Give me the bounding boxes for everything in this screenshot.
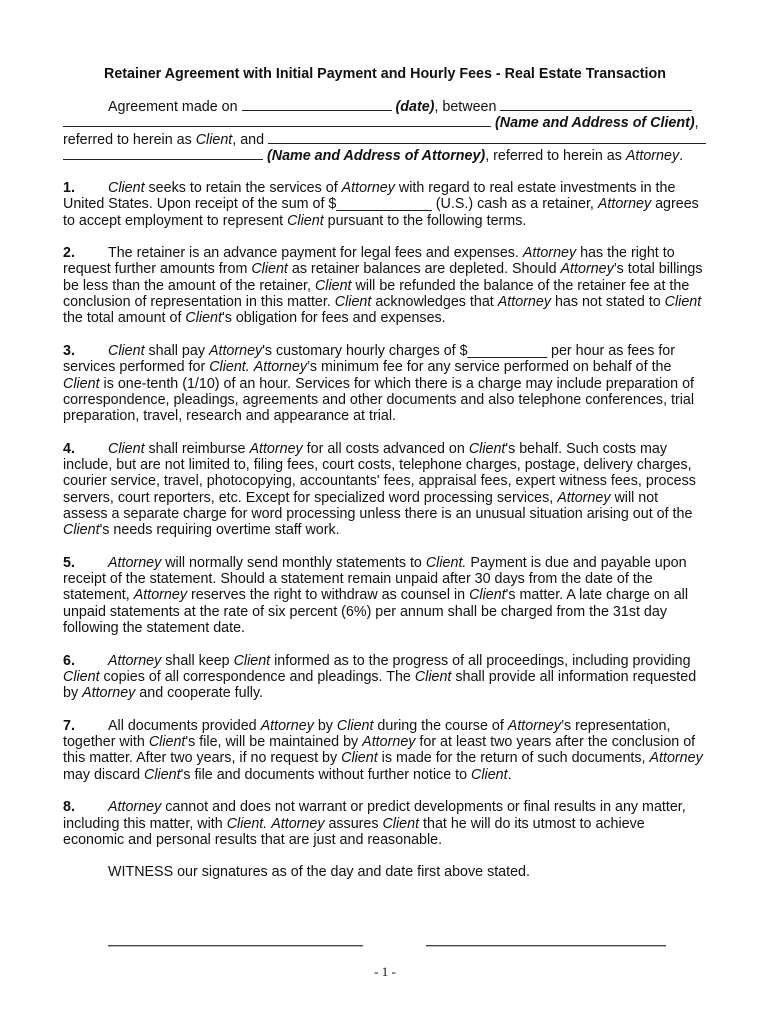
term-paragraph bbox=[63, 653, 705, 702]
term-text: Client bbox=[148, 734, 186, 751]
term-text: Attorney bbox=[260, 717, 314, 734]
intro-text: , and bbox=[232, 131, 265, 148]
term-paragraph bbox=[63, 343, 705, 424]
term-text: by bbox=[313, 717, 337, 734]
term-text: Client bbox=[414, 668, 452, 685]
term-text: Attorney bbox=[560, 261, 614, 278]
term-text: has the right to request further amounts from bbox=[63, 245, 675, 278]
term-text: All documents provided bbox=[108, 717, 261, 734]
term-text: Attorney bbox=[341, 180, 395, 196]
term-number: 2. bbox=[63, 245, 75, 262]
term-number: 8. bbox=[63, 799, 75, 816]
term-text: Client bbox=[468, 440, 506, 457]
witness-text: WITNESS our signatures as of the day and date first above stated. bbox=[108, 864, 530, 881]
date-label: (date) bbox=[395, 99, 435, 115]
term-text: Client bbox=[341, 750, 378, 767]
term-number: 6. bbox=[63, 652, 75, 669]
term-text: Client. bbox=[209, 359, 250, 376]
intro-text: Client bbox=[195, 131, 233, 148]
intro-text: , bbox=[694, 115, 699, 132]
term-text: for at least two years after the conclusion of this matter. After two years, if no request by bbox=[63, 734, 696, 767]
page-number: - 1 - bbox=[374, 964, 396, 979]
term-text: Client bbox=[664, 294, 702, 311]
term-text: copies of all correspondence and pleadings. The bbox=[99, 668, 415, 685]
term-text: The retainer is an advance payment for legal fees and expenses. bbox=[108, 245, 523, 262]
term-text: that he will do its utmost to achieve economic and personal results that are just and reasonable. bbox=[63, 815, 645, 848]
term-text: informed as to the progress of all proceedings, including providing bbox=[270, 652, 691, 669]
term-text: Client bbox=[469, 587, 506, 604]
term-text: will normally send monthly statements to bbox=[161, 554, 426, 571]
term-text: Attorney bbox=[271, 815, 325, 832]
term-text: seeks to retain the services of bbox=[144, 180, 342, 196]
term-text: Attorney bbox=[522, 245, 577, 262]
term-text: 's needs requiring overtime staff work. bbox=[99, 522, 340, 539]
term-text: ’s minimum fee for any service performed on behalf of the bbox=[306, 359, 672, 376]
term-text: acknowledges that bbox=[371, 294, 498, 311]
term-paragraph bbox=[63, 799, 705, 848]
term-text: Client bbox=[251, 261, 288, 278]
term-text: Attorney bbox=[108, 652, 162, 669]
term-text: Client bbox=[108, 342, 145, 359]
term-text: Client bbox=[63, 522, 100, 539]
intro-text: , referred to herein as bbox=[485, 147, 626, 164]
term-number: 5. bbox=[63, 554, 75, 571]
client-label: (Name and Address of Client) bbox=[494, 115, 695, 132]
term-text: 's obligation for fees and expenses. bbox=[221, 310, 446, 327]
attorney-label: (Name and Address of Attorney) bbox=[266, 147, 486, 164]
intro-text: Agreement made on bbox=[108, 99, 238, 115]
term-text: Attorney bbox=[557, 489, 611, 506]
term-text: shall reimburse bbox=[144, 440, 250, 457]
date-field[interactable] bbox=[242, 98, 392, 111]
term-text: Attorney bbox=[362, 734, 416, 751]
term-text: shall provide all information requested by bbox=[63, 668, 697, 702]
client-signature-line[interactable] bbox=[108, 945, 363, 947]
term-text: for all costs advanced on bbox=[302, 440, 469, 457]
term-number: 4. bbox=[63, 440, 75, 457]
term-paragraph bbox=[63, 180, 705, 229]
term-text: reserves the right to withdraw as counsel in bbox=[186, 587, 470, 604]
term-text: shall pay bbox=[144, 342, 209, 359]
term-text: is one-tenth (1/10) of an hour. Services for which there is a charge may include preparation of correspondence, pleadings, agreements and other documents and also telephone conferences, trial preparation, travel, research and appearance at trial. bbox=[63, 375, 695, 425]
term-text: is made for the return of such documents, bbox=[377, 750, 650, 767]
term-paragraph bbox=[63, 718, 705, 783]
attorney-signature-line[interactable] bbox=[426, 945, 666, 947]
term-text: Client bbox=[334, 294, 372, 311]
term-text: 's matter. A late charge on all unpaid statements at the rate of six percent (6%) per annum shall be charged from the 31st day following the statement date. bbox=[63, 587, 688, 637]
term-paragraph bbox=[63, 441, 705, 539]
term-text: Client bbox=[287, 212, 324, 229]
term-text: 's file, will be maintained by bbox=[185, 734, 363, 751]
term-text: and cooperate fully. bbox=[135, 685, 264, 702]
term-text: 's behalf. Such costs may include, but are not limited to, filing fees, court costs, telephone charges, postage, delivery charges, courier service, travel, photocopying, accountants' fees, appraisal fees, expert witness fees, process servers, court reporters, etc. Except for specialized word processing services, bbox=[63, 440, 696, 506]
term-number: 7. bbox=[63, 717, 75, 734]
agreement-terms bbox=[63, 180, 705, 897]
term-text: will not assess a separate charge for word processing unless there is an unusual situation arising out of the bbox=[63, 489, 693, 522]
term-text: pursuant to the following terms. bbox=[323, 212, 527, 229]
term-text: shall keep bbox=[161, 652, 234, 669]
attorney-name-field[interactable] bbox=[268, 131, 706, 144]
term-text: Attorney bbox=[108, 799, 162, 816]
term-text: Attorney bbox=[497, 294, 551, 311]
term-text: ’s representation, together with bbox=[63, 717, 671, 751]
term-paragraph bbox=[63, 245, 705, 326]
document-title: Retainer Agreement with Initial Payment and Hourly Fees - Real Estate Transaction bbox=[104, 66, 666, 82]
term-text: Client bbox=[382, 815, 420, 832]
term-text: Attorney bbox=[108, 554, 162, 571]
intro-text: Attorney bbox=[625, 147, 680, 164]
term-text: Attorney bbox=[133, 587, 187, 604]
term-text: 's customary hourly charges of $__________ per hour as fees for services performed for bbox=[63, 342, 676, 376]
term-text: during the course of bbox=[373, 717, 508, 734]
term-text: Client. bbox=[425, 554, 467, 571]
term-text: 's file and documents without further notice to bbox=[180, 766, 472, 783]
term-text: Client bbox=[144, 766, 181, 783]
intro-text: referred to herein as bbox=[63, 131, 196, 148]
client-address-field[interactable] bbox=[63, 114, 491, 127]
term-text: has not stated to bbox=[550, 294, 665, 311]
term-text: Client bbox=[471, 766, 508, 783]
term-text: will be refunded the balance of the retainer fee at the conclusion of representation in this matter. bbox=[63, 277, 690, 311]
term-number: 1. bbox=[63, 180, 75, 196]
intro-text: , between bbox=[434, 99, 497, 115]
term-text: Attorney bbox=[597, 196, 652, 213]
intro-text: . bbox=[679, 147, 684, 164]
term-text: Client bbox=[233, 652, 271, 669]
term-text: Attorney bbox=[208, 342, 263, 359]
term-text: Attorney bbox=[82, 685, 136, 702]
term-text: Client bbox=[63, 668, 100, 685]
term-text: Client bbox=[314, 277, 352, 294]
term-text: agrees to accept employment to represent bbox=[63, 196, 699, 229]
term-text: as retainer balances are depleted. Should bbox=[287, 261, 561, 278]
term-number: 3. bbox=[63, 342, 75, 359]
client-name-field[interactable] bbox=[500, 98, 692, 111]
term-text: the total amount of bbox=[63, 310, 186, 327]
agreement-intro bbox=[63, 98, 705, 163]
term-text: Attorney bbox=[249, 440, 303, 457]
witness-statement bbox=[63, 864, 705, 880]
term-text: Payment is due and payable upon receipt of the statement. Should a statement remain unpaid after 30 days from the date of the statement, bbox=[63, 554, 687, 604]
term-text: Client bbox=[108, 180, 145, 196]
term-text: Attorney bbox=[507, 717, 562, 734]
term-text: with regard to real estate investments in the United States. Upon receipt of the sum of $____________ (U.S.) cash as a retainer, bbox=[63, 180, 676, 213]
term-text: Client bbox=[63, 375, 100, 392]
term-text: Client. bbox=[226, 815, 268, 832]
term-text: ’s total billings be less than the amount of the retainer, bbox=[63, 261, 703, 294]
term-paragraph bbox=[63, 555, 705, 636]
term-text: Client bbox=[336, 717, 374, 734]
term-text: Client bbox=[185, 310, 222, 327]
term-text: cannot and does not warrant or predict developments or final results in any matter, including this matter, with bbox=[63, 799, 686, 832]
attorney-address-field[interactable] bbox=[63, 147, 263, 160]
term-text: Client bbox=[108, 440, 145, 457]
term-text: Attorney bbox=[649, 750, 703, 767]
term-text: assures bbox=[324, 815, 383, 832]
term-text: . bbox=[507, 766, 512, 783]
term-text: Attorney bbox=[253, 359, 307, 376]
term-text: may discard bbox=[63, 766, 145, 783]
